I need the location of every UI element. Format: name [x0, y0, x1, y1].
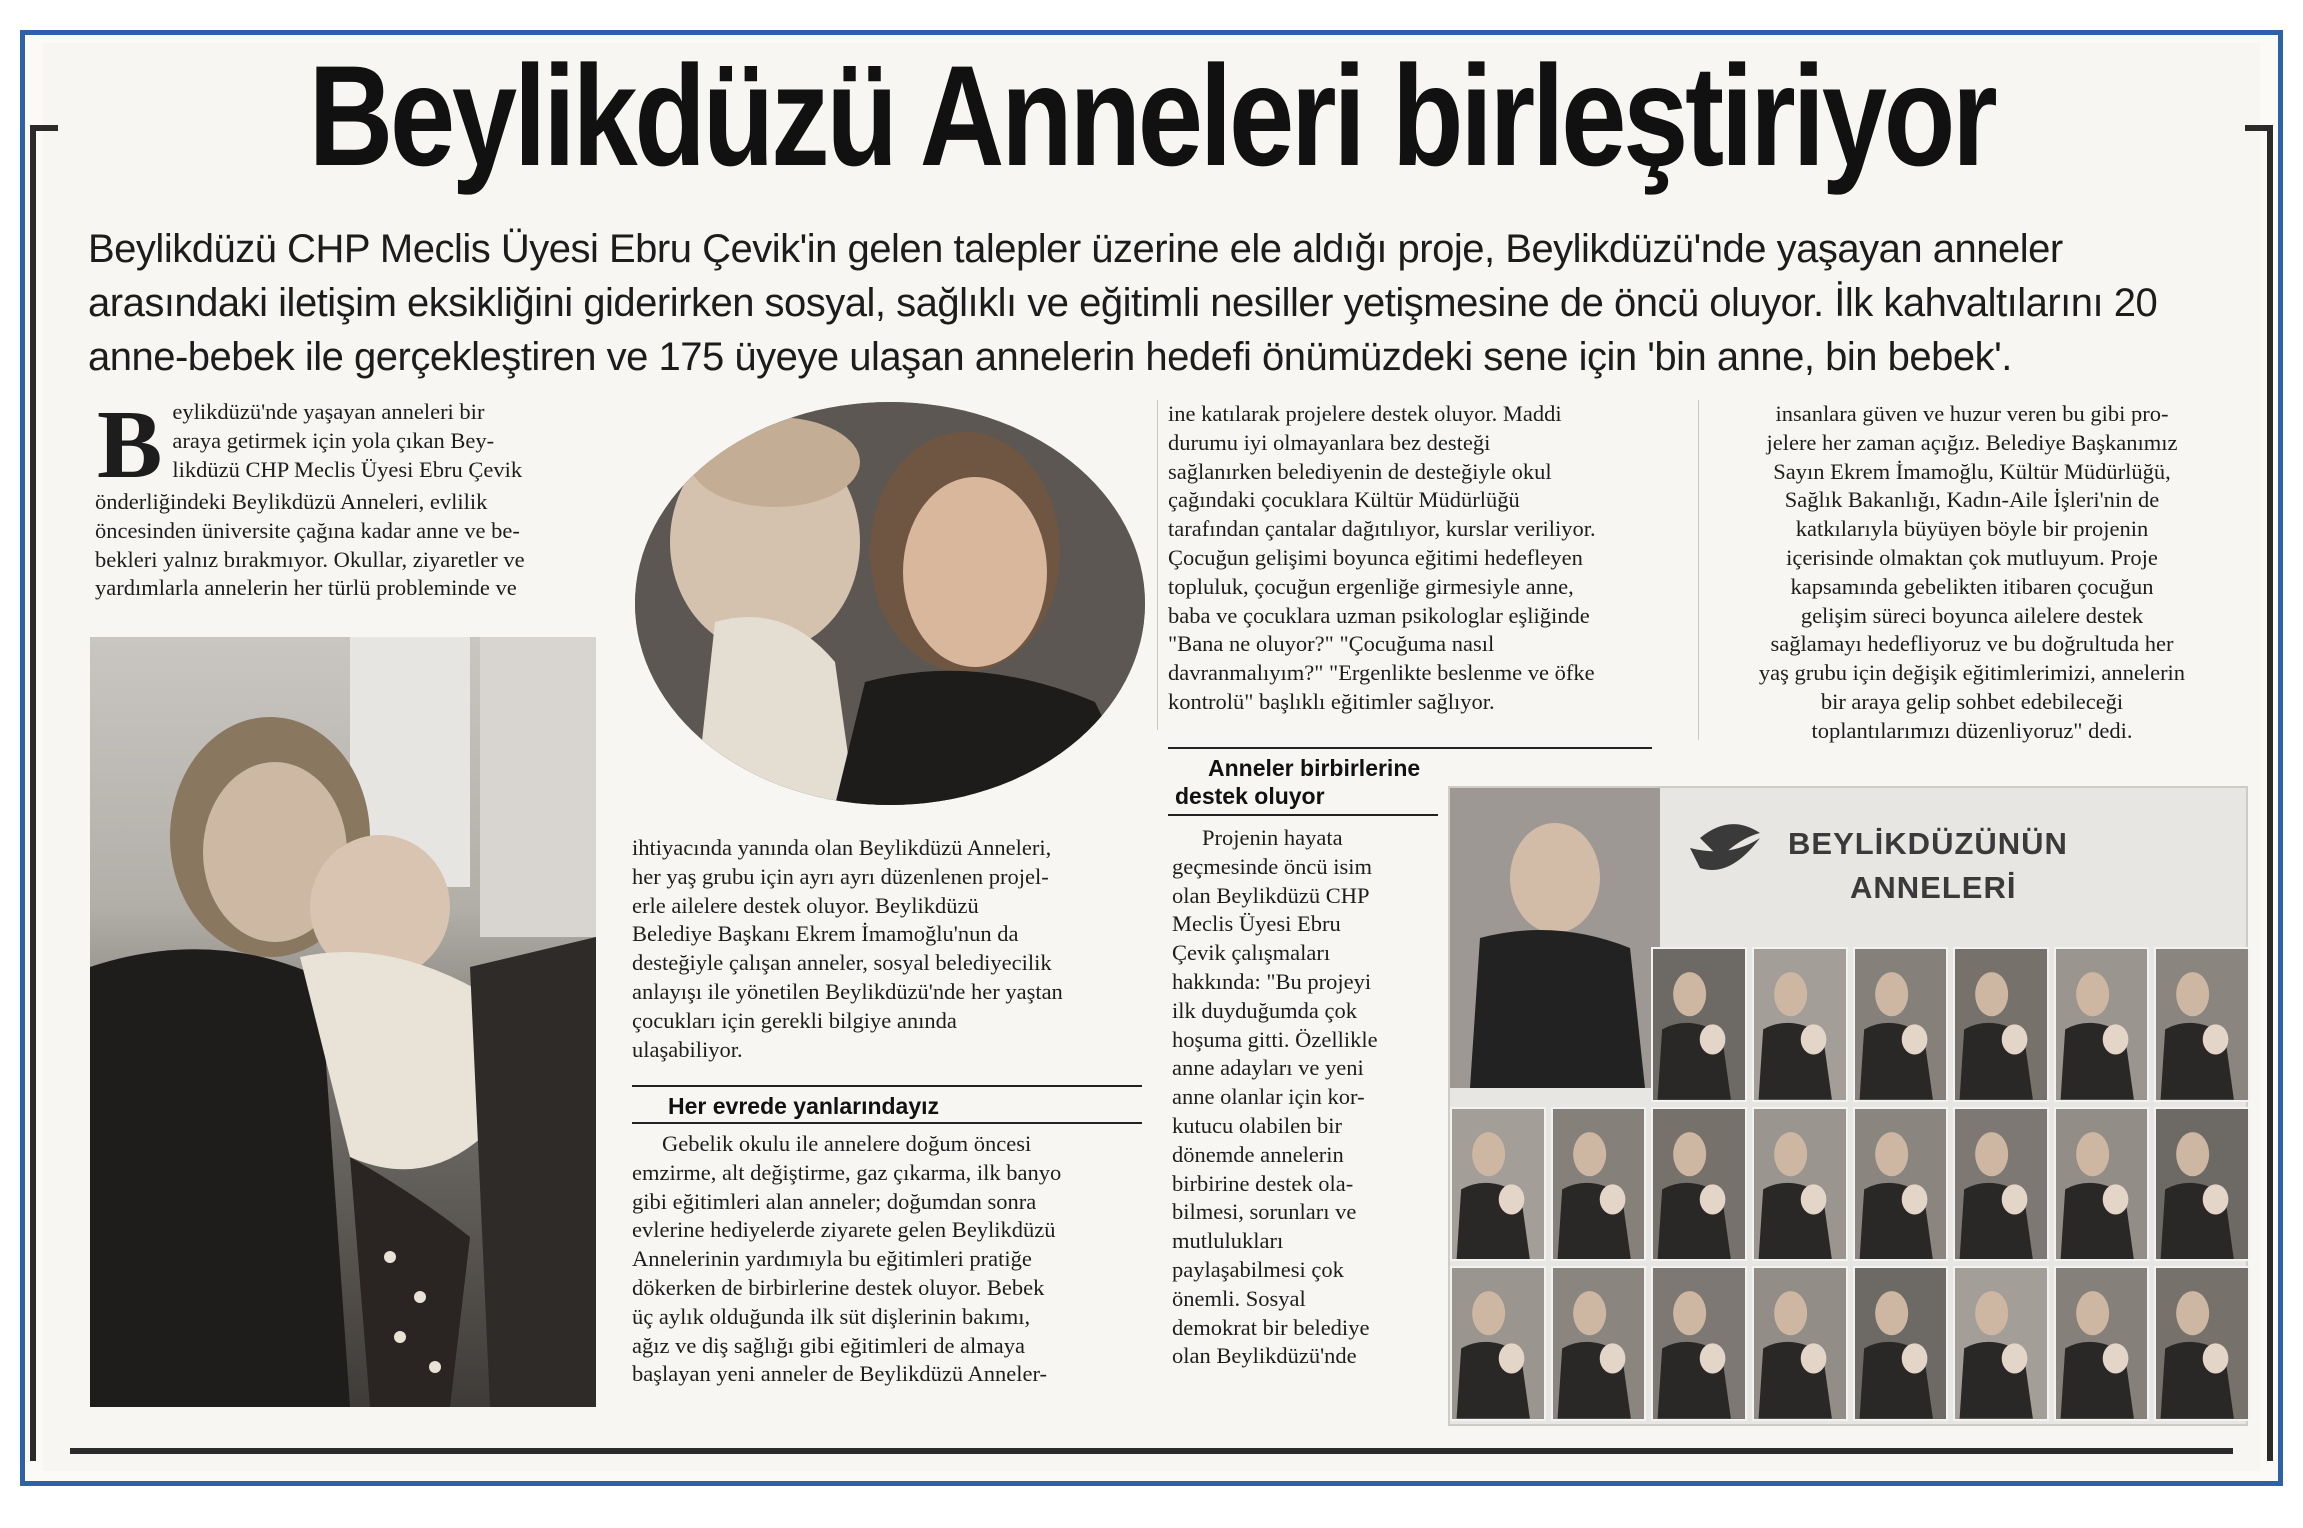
text-line: dönemde annelerin [1172, 1141, 1344, 1167]
poster-grid-tile [2154, 1107, 2250, 1262]
poster-grid-tile [2154, 1266, 2250, 1421]
subhead-rule [632, 1085, 1142, 1087]
poster-grid-tile [1752, 947, 1848, 1102]
text-line: çocukları için gerekli bilgiye anında [632, 1007, 957, 1033]
poster-photo-grid [1450, 947, 2250, 1421]
text-line: kapsamında gebelikten itibaren çocuğun [1790, 573, 2154, 599]
column-1 [95, 391, 605, 603]
photo-mother-with-baby [90, 637, 596, 1407]
text-line: "Bana ne oluyor?" "Çocuğuma nasıl [1168, 631, 1495, 657]
text-line: önderliğindeki Beylikdüzü Anneleri, evlilik [95, 489, 488, 514]
text-line: bir araya gelip sohbet edebileceği [1820, 688, 2124, 714]
text-line: Gebelik okulu ile annelere doğum öncesi [662, 1131, 1032, 1156]
text-line: mutlulukları [1172, 1228, 1284, 1254]
text-line: topluluk, çocuğun ergenliğe girmesiyle anne, [1168, 573, 1574, 599]
lead-line: anne-bebek ile gerçekleştiren ve 175 üyeye ulaşan annelerin hedefi önümüzdeki sene için 'bin anne, bin bebek'. [88, 335, 2012, 379]
photo-circle-portrait [635, 402, 1145, 805]
photo-mother-with-baby-illustration [90, 637, 596, 1407]
text-line: birbirine destek ola- [1172, 1170, 1354, 1196]
text-line: ine katılarak projelere destek oluyor. Maddi [1168, 401, 1562, 426]
text-line: bilmesi, sorunları ve [1172, 1199, 1357, 1225]
poster-grid-tile [1450, 1266, 1546, 1421]
text-line: desteğiyle çalışan anneler, sosyal belediyecilik [632, 950, 1052, 976]
poster-grid-tile [2054, 947, 2150, 1102]
subhead-rule [1168, 814, 1438, 816]
text-line: öncesinden üniversite çağına kadar anne ve be- [95, 517, 520, 543]
poster-grid-tile [2054, 1266, 2150, 1421]
text-line: jelere her zaman açığız. Belediye Başkanımız [1766, 429, 2178, 455]
text-line: kontrolü" başlıklı eğitimler sağlıyor. [1168, 688, 1495, 714]
text-line: likdüzü CHP Meclis Üyesi Ebru Çevik [172, 456, 523, 482]
text-line: sağlamayı hedefliyoruz ve bu doğrultuda her [1770, 631, 2174, 657]
text-line: Çocuğun gelişimi boyunca eğitimi hedefleyen [1168, 544, 1583, 570]
poster-grid-tile [1651, 947, 1747, 1102]
text-line: önemli. Sosyal [1172, 1285, 1306, 1311]
text-line: tarafından çantalar dağıtılıyor, kurslar veriliyor. [1168, 516, 1596, 542]
text-line: anlayışı ile yönetilen Beylikdüzü'nde her yaştan [632, 978, 1063, 1004]
text-line: Sağlık Bakanlığı, Kadın-Aile İşleri'nin de [1784, 487, 2160, 513]
text-line: eylikdüzü'nde yaşayan anneleri bir [172, 399, 485, 424]
text-line: hakkında: "Bu projeyi [1172, 968, 1372, 994]
photo-circle-portrait-illustration [635, 402, 1145, 805]
text-line: erle ailelere destek oluyor. Beylikdüzü [632, 892, 979, 918]
lead-line: Beylikdüzü CHP Meclis Üyesi Ebru Çevik'in gelen talepler üzerine ele aldığı proje, Beylikdüzü'nde yaşayan anneler [88, 227, 2063, 271]
lead-paragraph [88, 222, 2228, 384]
bottom-rule [70, 1448, 2233, 1454]
drop-cap: B [97, 391, 163, 499]
text-line: durumu iyi olmayanlara bez desteği [1168, 429, 1491, 455]
subhead-rule [1168, 747, 1652, 749]
text-line: katkılarıyla büyüyen böyle bir projenin [1795, 516, 2149, 542]
subhead-rule [632, 1122, 1142, 1124]
text-line: insanlara güven ve huzur veren bu gibi pro- [1775, 401, 2169, 426]
poster-grid-tile [1752, 1266, 1848, 1421]
left-bracket-rule [30, 125, 58, 1461]
poster-grid-tile [1853, 947, 1949, 1102]
text-line: gibi eğitimleri alan anneler; doğumdan sonra [632, 1188, 1037, 1214]
text-line: gelişim süreci boyunca ailelere destek [1800, 602, 2144, 628]
text-line: anne adayları ve yeni [1172, 1055, 1364, 1081]
poster-grid-tile [2054, 1107, 2150, 1262]
subhead-anneler-line2: destek oluyor [1175, 783, 1325, 809]
text-line: Projenin hayata [1202, 825, 1343, 850]
column-3-continued [1172, 824, 1442, 1371]
text-line: baba ve çocuklara uzman psikologlar eşliğinde [1168, 602, 1590, 628]
text-line: üç aylık olduğunda ilk süt dişlerinin bakımı, [632, 1303, 1031, 1329]
text-line: geçmesinde öncü isim [1172, 853, 1372, 879]
poster-grid-tile [1651, 1266, 1747, 1421]
text-line: Çevik çalışmaları [1172, 940, 1331, 966]
text-line: araya getirmek için yola çıkan Bey- [172, 427, 495, 453]
text-line: yardımlarla annelerin her türlü probleminde ve [95, 575, 517, 601]
poster-grid-tile [1953, 1266, 2049, 1421]
poster-grid-tile [1853, 1107, 1949, 1262]
text-line: anne olanlar için kor- [1172, 1084, 1365, 1110]
text-line: ağız ve diş sağlığı gibi eğitimleri de almaya [632, 1332, 1026, 1358]
headline: Beylikdüzü Anneleri birleştiriyor [308, 37, 1995, 196]
poster-grid-tile [1953, 947, 2049, 1102]
poster-grid-tile [1450, 1107, 1546, 1262]
subhead-anneler-line1: Anneler birbirlerine [1208, 755, 1421, 781]
text-line: olan Beylikdüzü'nde [1172, 1343, 1357, 1369]
text-line: Sayın Ekrem İmamoğlu, Kültür Müdürlüğü, [1773, 458, 2171, 484]
poster-grid-tile [1752, 1107, 1848, 1262]
poster-grid-tile [1651, 1107, 1747, 1262]
column-gutter [1157, 400, 1158, 730]
text-line: yaş grubu için değişik eğitimlerimizi, annelerin [1758, 660, 2186, 686]
column-2 [632, 834, 1142, 1064]
lead-line: arasındaki iletişim eksikliğini giderirken sosyal, sağlıklı ve eğitimli nesiller yetişmesine de öncü oluyor. İlk kahvaltılarını 20 [88, 281, 2158, 325]
text-line: başlayan yeni anneler de Beylikdüzü Anneler- [632, 1361, 1048, 1387]
text-line: ihtiyacında yanında olan Beylikdüzü Anneleri, [632, 835, 1052, 860]
poster-logo-line1: BEYLİKDÜZÜNÜN [1788, 826, 2068, 861]
poster-grid-tile [2154, 947, 2250, 1102]
text-line: içerisinde olmaktan çok mutluyum. Proje [1786, 544, 2158, 570]
subhead-her-evrede: Her evrede yanlarındayız [668, 1093, 940, 1119]
text-line: hoşuma gitti. Özellikle [1172, 1026, 1378, 1052]
text-line: olan Beylikdüzü CHP [1172, 882, 1370, 908]
poster-grid-tile [1551, 1107, 1647, 1262]
text-line: dökerken de birbirlerine destek oluyor. Bebek [632, 1274, 1045, 1300]
text-line: demokrat bir belediye [1172, 1314, 1370, 1340]
text-line: evlerine hediyelerde ziyarete gelen Beylikdüzü [632, 1217, 1056, 1243]
text-line: Annelerinin yardımıyla bu eğitimleri pratiğe [632, 1246, 1032, 1272]
text-line: emzirme, alt değiştirme, gaz çıkarma, ilk banyo [632, 1159, 1062, 1185]
text-line: ulaşabiliyor. [632, 1036, 743, 1062]
poster-grid-tile [1853, 1266, 1949, 1421]
text-line: ilk duyduğumda çok [1172, 997, 1357, 1023]
text-line: her yaş grubu için ayrı ayrı düzenlenen projel- [632, 863, 1049, 889]
text-line: çağındaki çocuklara Kültür Müdürlüğü [1168, 487, 1520, 513]
column-2-continued [632, 1130, 1142, 1389]
text-line: davranmalıyım?" "Ergenlikte beslenme ve öfke [1168, 660, 1595, 686]
text-line: Meclis Üyesi Ebru [1172, 911, 1341, 937]
text-line: Belediye Başkanı Ekrem İmamoğlu'nun da [632, 921, 1019, 947]
text-line: sağlanırken belediyenin de desteğiyle okul [1168, 458, 1552, 484]
text-line: paylaşabilmesi çok [1172, 1256, 1344, 1282]
text-line: bekleri yalnız bırakmıyor. Okullar, ziyaretler ve [95, 546, 525, 572]
text-line: kutucu olabilen bir [1172, 1112, 1342, 1138]
poster-logo-line2: ANNELERİ [1850, 870, 2017, 905]
column-gutter [1698, 400, 1699, 740]
poster-grid-tile [1953, 1107, 2049, 1262]
column-4 [1712, 400, 2232, 746]
text-line: toplantılarımızı düzenliyoruz" dedi. [1811, 717, 2133, 743]
poster-grid-tile [1551, 1266, 1647, 1421]
column-3 [1168, 400, 1678, 717]
